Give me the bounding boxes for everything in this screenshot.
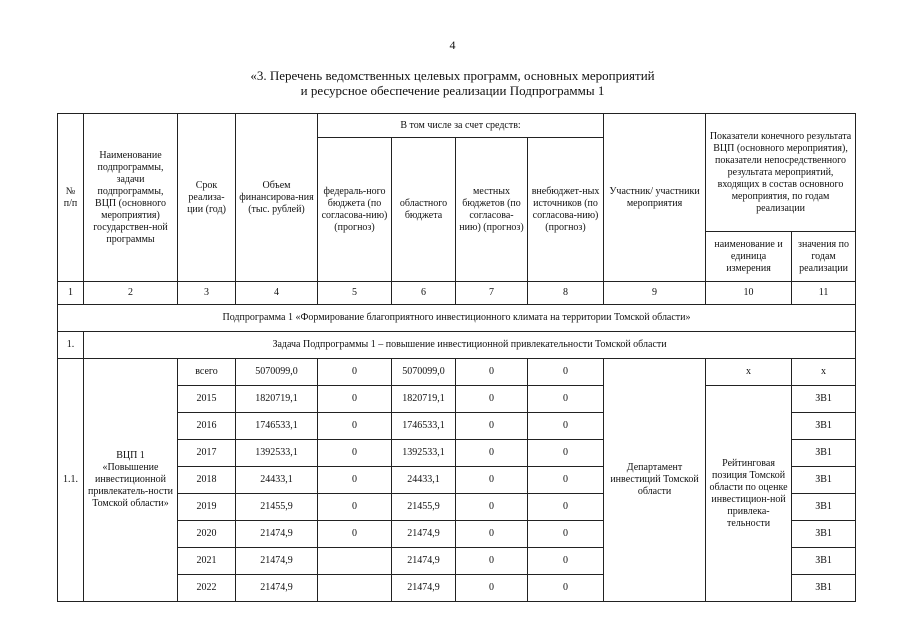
vcp-name: ВЦП 1 «Повышение инвестиционной привлекатель-ности Томской области» bbox=[84, 359, 178, 602]
year-cell: 2015 bbox=[178, 386, 236, 413]
column-number: 1 bbox=[58, 282, 84, 305]
federal-cell: 0 bbox=[318, 413, 392, 440]
regional-cell: 21474,9 bbox=[392, 575, 456, 602]
column-number: 5 bbox=[318, 282, 392, 305]
extra-cell: 0 bbox=[528, 521, 604, 548]
extra-cell: 0 bbox=[528, 359, 604, 386]
regional-cell: 5070099,0 bbox=[392, 359, 456, 386]
header-participant: Участник/ участники мероприятия bbox=[604, 114, 706, 282]
indicator-name-cell: х bbox=[706, 359, 792, 386]
regional-cell: 1746533,1 bbox=[392, 413, 456, 440]
column-number: 7 bbox=[456, 282, 528, 305]
header-no: № п/п bbox=[58, 114, 84, 282]
page-number: 4 bbox=[449, 38, 456, 52]
regional-cell: 1392533,1 bbox=[392, 440, 456, 467]
indicator-value-cell: ЗВ1 bbox=[792, 521, 856, 548]
volume-cell: 1820719,1 bbox=[236, 386, 318, 413]
extra-cell: 0 bbox=[528, 386, 604, 413]
federal-cell bbox=[318, 548, 392, 575]
local-cell: 0 bbox=[456, 413, 528, 440]
indicator-value-cell: х bbox=[792, 359, 856, 386]
table-row bbox=[58, 359, 856, 386]
volume-cell: 21455,9 bbox=[236, 494, 318, 521]
header-indicators-group: Показатели конечного результата ВЦП (основного мероприятия), показатели непосредственного результата мероприятий, входящих в состав основного мероприятия, по годам реализации bbox=[706, 114, 856, 232]
column-number: 8 bbox=[528, 282, 604, 305]
header-indicator-values: значения по годам реализации bbox=[792, 232, 856, 282]
regional-cell: 21455,9 bbox=[392, 494, 456, 521]
header-volume: Объем финансирова-ния (тыс. рублей) bbox=[236, 114, 318, 282]
subprogram-title: Подпрограмма 1 «Формирование благоприятного инвестиционного климата на территории Томской области» bbox=[58, 305, 856, 332]
volume-cell: 1392533,1 bbox=[236, 440, 318, 467]
regional-cell: 24433,1 bbox=[392, 467, 456, 494]
column-number: 10 bbox=[706, 282, 792, 305]
subprogram-row bbox=[58, 305, 856, 332]
indicator-value-cell: ЗВ1 bbox=[792, 575, 856, 602]
local-cell: 0 bbox=[456, 575, 528, 602]
task-number: 1. bbox=[58, 332, 84, 359]
federal-cell: 0 bbox=[318, 440, 392, 467]
volume-cell: 1746533,1 bbox=[236, 413, 318, 440]
column-number: 2 bbox=[84, 282, 178, 305]
federal-cell: 0 bbox=[318, 521, 392, 548]
header-local: местных бюджетов (по согласова-нию) (прогноз) bbox=[456, 138, 528, 282]
regional-cell: 21474,9 bbox=[392, 521, 456, 548]
extra-cell: 0 bbox=[528, 440, 604, 467]
column-number-row bbox=[58, 282, 856, 305]
column-number: 9 bbox=[604, 282, 706, 305]
volume-cell: 5070099,0 bbox=[236, 359, 318, 386]
header-indicator-name: наименование и единица измерения bbox=[706, 232, 792, 282]
extra-cell: 0 bbox=[528, 575, 604, 602]
title-line-1: «3. Перечень ведомственных целевых программ, основных мероприятий bbox=[250, 68, 655, 83]
volume-cell: 21474,9 bbox=[236, 548, 318, 575]
year-cell: 2022 bbox=[178, 575, 236, 602]
year-cell: 2021 bbox=[178, 548, 236, 575]
indicator-value-cell: ЗВ1 bbox=[792, 467, 856, 494]
indicator-value-cell: ЗВ1 bbox=[792, 548, 856, 575]
extra-cell: 0 bbox=[528, 494, 604, 521]
programs-table bbox=[57, 113, 856, 602]
local-cell: 0 bbox=[456, 548, 528, 575]
federal-cell: 0 bbox=[318, 386, 392, 413]
column-number: 4 bbox=[236, 282, 318, 305]
column-number: 6 bbox=[392, 282, 456, 305]
extra-cell: 0 bbox=[528, 467, 604, 494]
year-cell: 2020 bbox=[178, 521, 236, 548]
federal-cell bbox=[318, 575, 392, 602]
header-federal: федераль-ного бюджета (по согласова-нию) (прогноз) bbox=[318, 138, 392, 282]
header-term: Срок реализа-ции (год) bbox=[178, 114, 236, 282]
year-cell: 2018 bbox=[178, 467, 236, 494]
volume-cell: 21474,9 bbox=[236, 575, 318, 602]
header-regional: областного бюджета bbox=[392, 138, 456, 282]
extra-cell: 0 bbox=[528, 413, 604, 440]
table-row bbox=[58, 386, 856, 413]
title-line-2: и ресурсное обеспечение реализации Подпрограммы 1 bbox=[300, 83, 605, 98]
indicator-value-cell: ЗВ1 bbox=[792, 494, 856, 521]
column-number: 3 bbox=[178, 282, 236, 305]
header-extra: внебюджет-ных источников (по согласова-нию) (прогноз) bbox=[528, 138, 604, 282]
local-cell: 0 bbox=[456, 467, 528, 494]
header-name: Наименование подпрограммы, задачи подпрограммы, ВЦП (основного мероприятия) государствен-ной программы bbox=[84, 114, 178, 282]
volume-cell: 21474,9 bbox=[236, 521, 318, 548]
local-cell: 0 bbox=[456, 386, 528, 413]
local-cell: 0 bbox=[456, 494, 528, 521]
year-cell: 2016 bbox=[178, 413, 236, 440]
federal-cell: 0 bbox=[318, 467, 392, 494]
indicator-value-cell: ЗВ1 bbox=[792, 413, 856, 440]
volume-cell: 24433,1 bbox=[236, 467, 318, 494]
year-cell: 2019 bbox=[178, 494, 236, 521]
participant-cell: Департамент инвестиций Томской области bbox=[604, 359, 706, 602]
regional-cell: 1820719,1 bbox=[392, 386, 456, 413]
indicator-value-cell: ЗВ1 bbox=[792, 440, 856, 467]
indicator-value-cell: ЗВ1 bbox=[792, 386, 856, 413]
year-cell: всего bbox=[178, 359, 236, 386]
local-cell: 0 bbox=[456, 440, 528, 467]
task-text: Задача Подпрограммы 1 – повышение инвестиционной привлекательности Томской области bbox=[84, 332, 856, 359]
local-cell: 0 bbox=[456, 359, 528, 386]
section-title bbox=[0, 68, 905, 98]
header-sources-group: В том числе за счет средств: bbox=[318, 114, 604, 138]
local-cell: 0 bbox=[456, 521, 528, 548]
year-cell: 2017 bbox=[178, 440, 236, 467]
federal-cell: 0 bbox=[318, 494, 392, 521]
extra-cell: 0 bbox=[528, 548, 604, 575]
regional-cell: 21474,9 bbox=[392, 548, 456, 575]
indicator-name-cell: Рейтинговая позиция Томской области по оценке инвестицион-ной привлека-тельности bbox=[706, 386, 792, 602]
vcp-number: 1.1. bbox=[58, 359, 84, 602]
federal-cell: 0 bbox=[318, 359, 392, 386]
task-row bbox=[58, 332, 856, 359]
column-number: 11 bbox=[792, 282, 856, 305]
